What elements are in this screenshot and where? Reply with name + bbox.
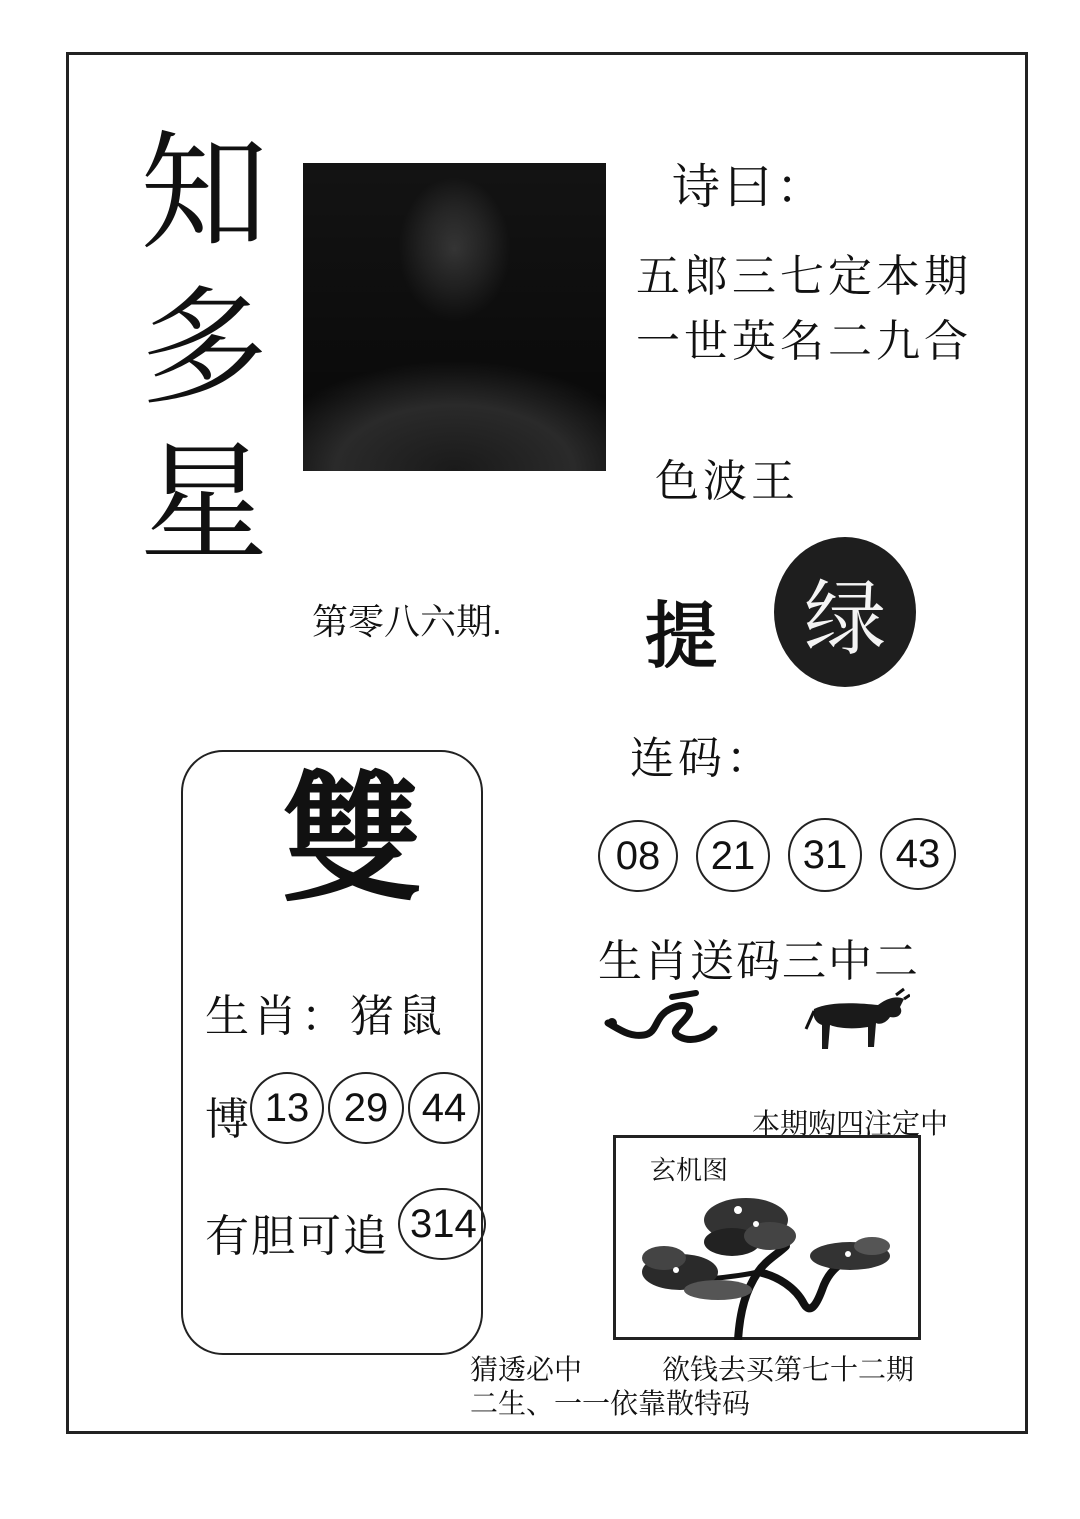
green-ball-char: 绿 [803, 571, 886, 667]
footer-guess-label: 猜透必中 [470, 1353, 583, 1386]
footer-line-2: 二生、一一依靠散特码 [470, 1387, 751, 1420]
poem-line-1: 五郎三七定本期 [636, 251, 972, 302]
bo-number: 13 [250, 1072, 324, 1144]
lian-ma-number: 31 [788, 818, 862, 892]
snake-icon [600, 985, 720, 1055]
green-ball-icon [774, 537, 916, 687]
ox-icon [800, 985, 910, 1060]
big-character: 雙 [282, 758, 423, 922]
brand-char-3: 星 [140, 429, 269, 578]
footer-buy-label: 欲钱去买第七十二期 [662, 1353, 915, 1386]
brand-char-1: 知 [140, 119, 269, 268]
bo-number: 29 [328, 1072, 404, 1144]
hint-char: 提 [645, 593, 718, 678]
color-king-label: 色波王 [655, 456, 799, 507]
portrait-photo [303, 163, 606, 471]
lian-ma-number: 43 [880, 818, 956, 890]
chase-number: 314 [398, 1188, 486, 1260]
poem-line-2: 一世英名二九合 [636, 316, 972, 367]
issue-number: 第零八六期. [312, 601, 503, 642]
brand-char-2: 多 [140, 274, 269, 423]
bonsai-tree-icon [628, 1180, 913, 1340]
lian-ma-number: 08 [598, 820, 678, 892]
zodiac-send-label: 生肖送码三中二 [598, 936, 920, 987]
four-bet-note: 本期购四注定中 [752, 1107, 949, 1140]
mystery-title: 玄机图 [650, 1156, 729, 1186]
lian-ma-number: 21 [696, 820, 770, 892]
poem-heading: 诗曰： [672, 159, 829, 215]
lian-ma-label: 连码： [630, 733, 774, 784]
bo-label: 博 [205, 1094, 253, 1145]
bo-number: 44 [408, 1072, 480, 1144]
zodiac-label: 生肖： [205, 991, 349, 1042]
zodiac-value: 猪鼠 [350, 991, 446, 1042]
chase-label: 有胆可追 [205, 1211, 389, 1262]
